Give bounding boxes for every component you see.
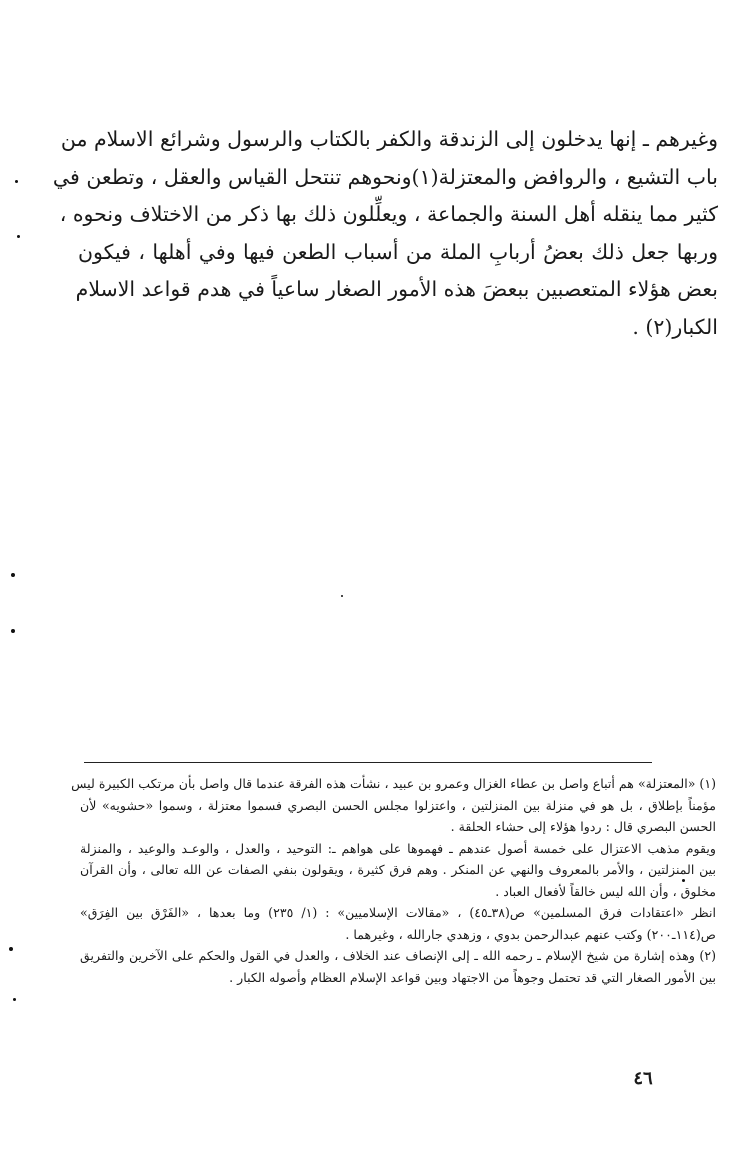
footnote-line: (٢) وهذه إشارة من شيخ الإسلام ـ رحمه الله ـ إلى الإنصاف عند الخلاف ، والعدل في القول والحكم على الآخرين والتفريق bbox=[80, 948, 716, 963]
footnote-divider bbox=[84, 762, 652, 763]
scan-speck bbox=[11, 573, 15, 577]
footnote-line: بين المنزلتين ، والأمر بالمعروف والنهي عن المنكر . وهم فرق كثيرة ، ويقولون بنفي الصفات عن الله تعالى ، وأن القرآن bbox=[80, 862, 716, 877]
body-line: باب التشيع ، والروافض والمعتزلة(١)ونحوهم تنتحل القياس والعقل ، وتطعن في bbox=[52, 164, 718, 189]
footnote-line: بين الأمور الصغار التي قد تحتمل وجوهاً من الاجتهاد وبين قواعد الإسلام العظام وأصوله الكبار . bbox=[229, 969, 716, 985]
footnote-line: مؤمناً بإطلاق ، بل هو في منزلة بين المنزلتين ، واعتزلوا مجلس الحسن البصري فسموا معتزلة ، وسموا «حشويه» لأن bbox=[80, 797, 716, 813]
main-body-text bbox=[52, 121, 718, 346]
page-number: ٤٦ bbox=[633, 1068, 653, 1089]
footnote-line: ص(١١٤ـ٢٠٠) وكتب عنهم عبدالرحمن بدوي ، وزهدي جارالله ، وغيرهما . bbox=[345, 926, 716, 942]
scan-speck bbox=[341, 595, 343, 597]
footnotes-section bbox=[71, 773, 717, 988]
body-line: بعض هؤلاء المتعصبين ببعضَ هذه الأمور الصغار ساعياً في هدم قواعد الاسلام bbox=[75, 277, 718, 301]
scan-speck bbox=[682, 879, 685, 882]
scan-speck bbox=[11, 629, 15, 633]
scan-speck bbox=[15, 180, 18, 183]
body-line: الكبار(٢) . bbox=[632, 314, 718, 339]
footnote-line: ويقوم مذهب الاعتزال على خمسة أصول عندهم ـ فهموها على هواهم ـ: التوحيد ، والعدل ، والوعـد والوعيد ، والمنزلة bbox=[80, 840, 716, 856]
scan-speck bbox=[17, 235, 20, 238]
scan-speck bbox=[9, 947, 13, 951]
body-line: وربها جعل ذلك بعضُ أربابِ الملة من أسباب الطعن فيها وفي أهلها ، فيكون bbox=[78, 239, 718, 264]
body-line: وغيرهم ـ إنها يدخلون إلى الزندقة والكفر بالكتاب والرسول وشرائع الاسلام من bbox=[60, 127, 718, 151]
footnote-line: مخلوق ، وأن الله ليس خالقاً لأفعال العباد . bbox=[495, 883, 716, 899]
footnote-line: (١) «المعتزلة» هم أتباع واصل بن عطاء الغزال وعمرو بن عبيد ، نشأت هذه الفرقة عندما قال واصل بأن مرتكب الكبيرة ليس bbox=[71, 776, 716, 791]
body-line: كثير مما ينقله أهل السنة والجماعة ، ويعلِّلون ذلك بها ذكر من الاختلاف ونحوه ، bbox=[59, 202, 718, 226]
footnote-line: الحسن البصري قال : ردوا هؤلاء إلى حشاء الحلقة . bbox=[450, 819, 716, 834]
scan-speck bbox=[13, 998, 16, 1001]
footnote-line: انظر «اعتقادات فرق المسلمين» ص(٣٨ـ٤٥) ، «مقالات الإسلاميين» : (١/ ٢٣٥) وما بعدها ، «الفَرْق بين الفِرَق» bbox=[80, 905, 717, 920]
